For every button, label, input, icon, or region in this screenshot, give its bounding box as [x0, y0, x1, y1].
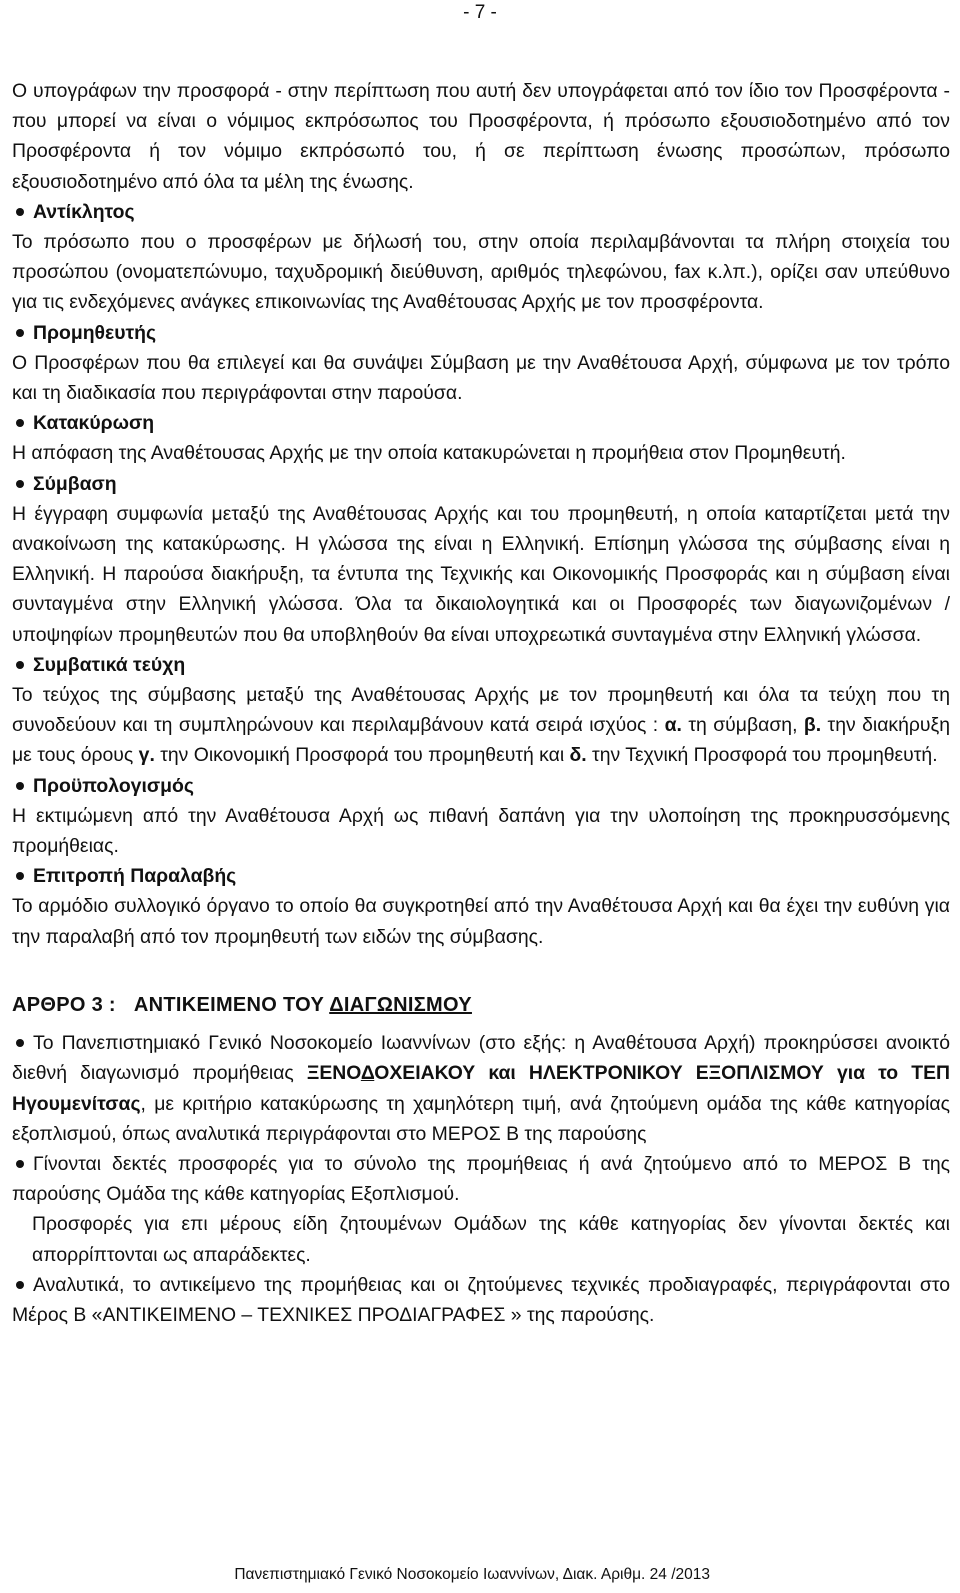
definition-term: Αντίκλητος	[33, 200, 135, 223]
definition-text: Το τεύχος της σύμβασης μεταξύ της Αναθέτουσας Αρχής με τον προμηθευτή και όλα τα τεύχη που τη συνοδεύουν και τη συμπληρώνουν και περιλαμβάνουν κατά σειρά ισχύος : α. τη σύμβαση, β. την διακήρυξη με τους όρους γ. την Οικονομική Προσφορά του προμηθευτή και δ. την Τεχνική Προσφορά του προμηθευτή.	[12, 684, 950, 767]
bullet-icon	[16, 782, 24, 790]
article-number: ΑΡΘΡΟ 3 :	[12, 993, 116, 1016]
definition-epitropi-paralavis	[12, 861, 950, 952]
definition-term: Προμηθευτής	[33, 321, 157, 344]
definition-katakyrosi	[12, 408, 950, 468]
bullet-icon	[16, 1281, 24, 1289]
document-body	[12, 76, 950, 1330]
definition-term: Προϋπολογισμός	[33, 774, 194, 797]
bullet-icon	[16, 329, 24, 337]
article-paragraph-1: Το Πανεπιστημιακό Γενικό Νοσοκομείο Ιωαννίνων (στο εξής: η Αναθέτουσα Αρχή) προκηρύσσει ανοικτό διεθνή διαγωνισμό προμήθειας ΞΕΝΟΔΟΧΕΙΑΚΟΥ και ΗΛΕΚΤΡΟΝΙΚΟΥ ΕΞΟΠΛΙΣΜΟΥ για το ΤΕΠ Ηγουμενίτσας, με κριτήριο κατακύρωσης τη χαμηλότερη τιμή, ανά ζητούμενη ομάδα της κάθε κατηγορίας εξοπλισμού, όπως αναλυτικά περιγράφονται στο ΜΕΡΟΣ Β της παρούσης	[12, 1032, 951, 1145]
definition-text: Το πρόσωπο που ο προσφέρων με δήλωσή του, στην οποία περιλαμβάνονται τα πλήρη στοιχεία του προσώπου (ονοματεπώνυμο, ταχυδρομική διεύθυνση, αριθμός τηλεφώνου, fax κ.λπ.), ορίζει σαν υπεύθυνο για τις ενδεχόμενες ανάγκες επικοινωνίας της Αναθέτουσας Αρχής με τον προσφέροντα.	[12, 231, 950, 314]
bullet-icon	[16, 419, 24, 427]
definition-text: Το αρμόδιο συλλογικό όργανο το οποίο θα συγκροτηθεί από την Αναθέτουσα Αρχή και θα έχει την ευθύνη για την παραλαβή από τον προμηθευτή των ειδών της σύμβασης.	[12, 895, 950, 948]
definition-promitheftis	[12, 318, 950, 409]
intro-paragraph: Ο υπογράφων την προσφορά - στην περίπτωση που αυτή δεν υπογράφεται από τον ίδιο τον Προσφέροντα - που μπορεί να είναι ο νόμιμος εκπρόσωπος του Προσφέροντα, ή πρόσωπο εξουσιοδοτημένο από τον Προσφέροντα ή τον νόμιμο εκπρόσωπό του, ή σε περίπτωση ένωσης προσώπων, πρόσωπο εξουσιοδοτημένο από όλα τα μέλη της ένωσης.	[12, 80, 950, 193]
article-paragraph-2: Γίνονται δεκτές προσφορές για το σύνολο της προμήθειας ή ανά ζητούμενο από το ΜΕΡΟΣ Β της παρούσης Ομάδα της κάθε κατηγορίας Εξοπλισμού.	[12, 1152, 950, 1206]
bullet-icon	[16, 1039, 24, 1047]
article-title: ΑΝΤΙΚΕΙΜΕΝΟ ΤΟΥ ΔΙΑΓΩΝΙΣΜΟΥ	[133, 993, 472, 1016]
definition-term: Συμβατικά τεύχη	[33, 653, 186, 676]
article-paragraph-3: Προσφορές για επι μέρους είδη ζητουμένων Ομάδων της κάθε κατηγορίας δεν γίνονται δεκτές και απορρίπτονται ως απαράδεκτες.	[32, 1213, 950, 1266]
definition-text: Η απόφαση της Αναθέτουσας Αρχής με την οποία κατακυρώνεται η προμήθεια στον Προμηθευτή.	[12, 442, 846, 465]
definition-antikletos	[12, 197, 950, 318]
bullet-icon	[16, 1160, 24, 1168]
definition-term: Επιτροπή Παραλαβής	[33, 865, 237, 888]
page-number: - 7 -	[463, 2, 497, 23]
definition-term: Κατακύρωση	[33, 412, 155, 435]
definition-text: Η έγγραφη συμφωνία μεταξύ της Αναθέτουσας Αρχής και του προμηθευτή, η οποία καταρτίζεται μετά την ανακοίνωση της κατακύρωσης. Η γλώσσα της είναι η Ελληνική. Επίσημη γλώσσα της σύμβασης είναι η Ελληνική. Η παρούσα διακήρυξη, τα έντυπα της Τεχνικής και Οικονομικής Προσφοράς και η σύμβαση είναι συνταγμένα στην Ελληνική γλώσσα. Όλα τα δικαιολογητικά και οι Προσφορές των διαγωνιζομένων / υποψηφίων προμηθευτών που θα υποβληθούν θα είναι υποχρεωτικά συνταγμένα στην Ελληνική γλώσσα.	[12, 502, 950, 646]
definition-text: Η εκτιμώμενη από την Αναθέτουσα Αρχή ως πιθανή δαπάνη για την υλοποίηση της προκηρυσσόμενης προμήθειας.	[12, 804, 950, 858]
article-paragraph-4: Αναλυτικά, το αντικείμενο της προμήθειας και οι ζητούμενες τεχνικές προδιαγραφές, περιγράφονται στο Μέρος Β «ΑΝΤΙΚΕΙΜΕΝΟ – ΤΕΧΝΙΚΕΣ ΠΡΟΔΙΑΓΡΑΦΕΣ » της παρούσης.	[12, 1273, 950, 1326]
page-footer: Πανεπιστημιακό Γενικό Νοσοκομείο Ιωαννίνων, Διακ. Αριθμ. 24 /2013	[234, 1566, 710, 1583]
article-heading	[12, 990, 950, 1020]
definition-term: Σύμβαση	[33, 472, 117, 495]
bullet-icon	[16, 480, 24, 488]
definition-symvatika-tefxi	[12, 650, 950, 771]
bullet-icon	[16, 208, 24, 216]
bullet-icon	[16, 872, 24, 880]
bullet-icon	[16, 661, 24, 669]
definition-proypologismos	[12, 771, 950, 862]
definition-symvasi	[12, 469, 950, 650]
definition-text: Ο Προσφέρων που θα επιλεγεί και θα συνάψει Σύμβαση με την Αναθέτουσα Αρχή, σύμφωνα με τον τρόπο και τη διαδικασία που περιγράφονται στην παρούσα.	[12, 351, 950, 405]
